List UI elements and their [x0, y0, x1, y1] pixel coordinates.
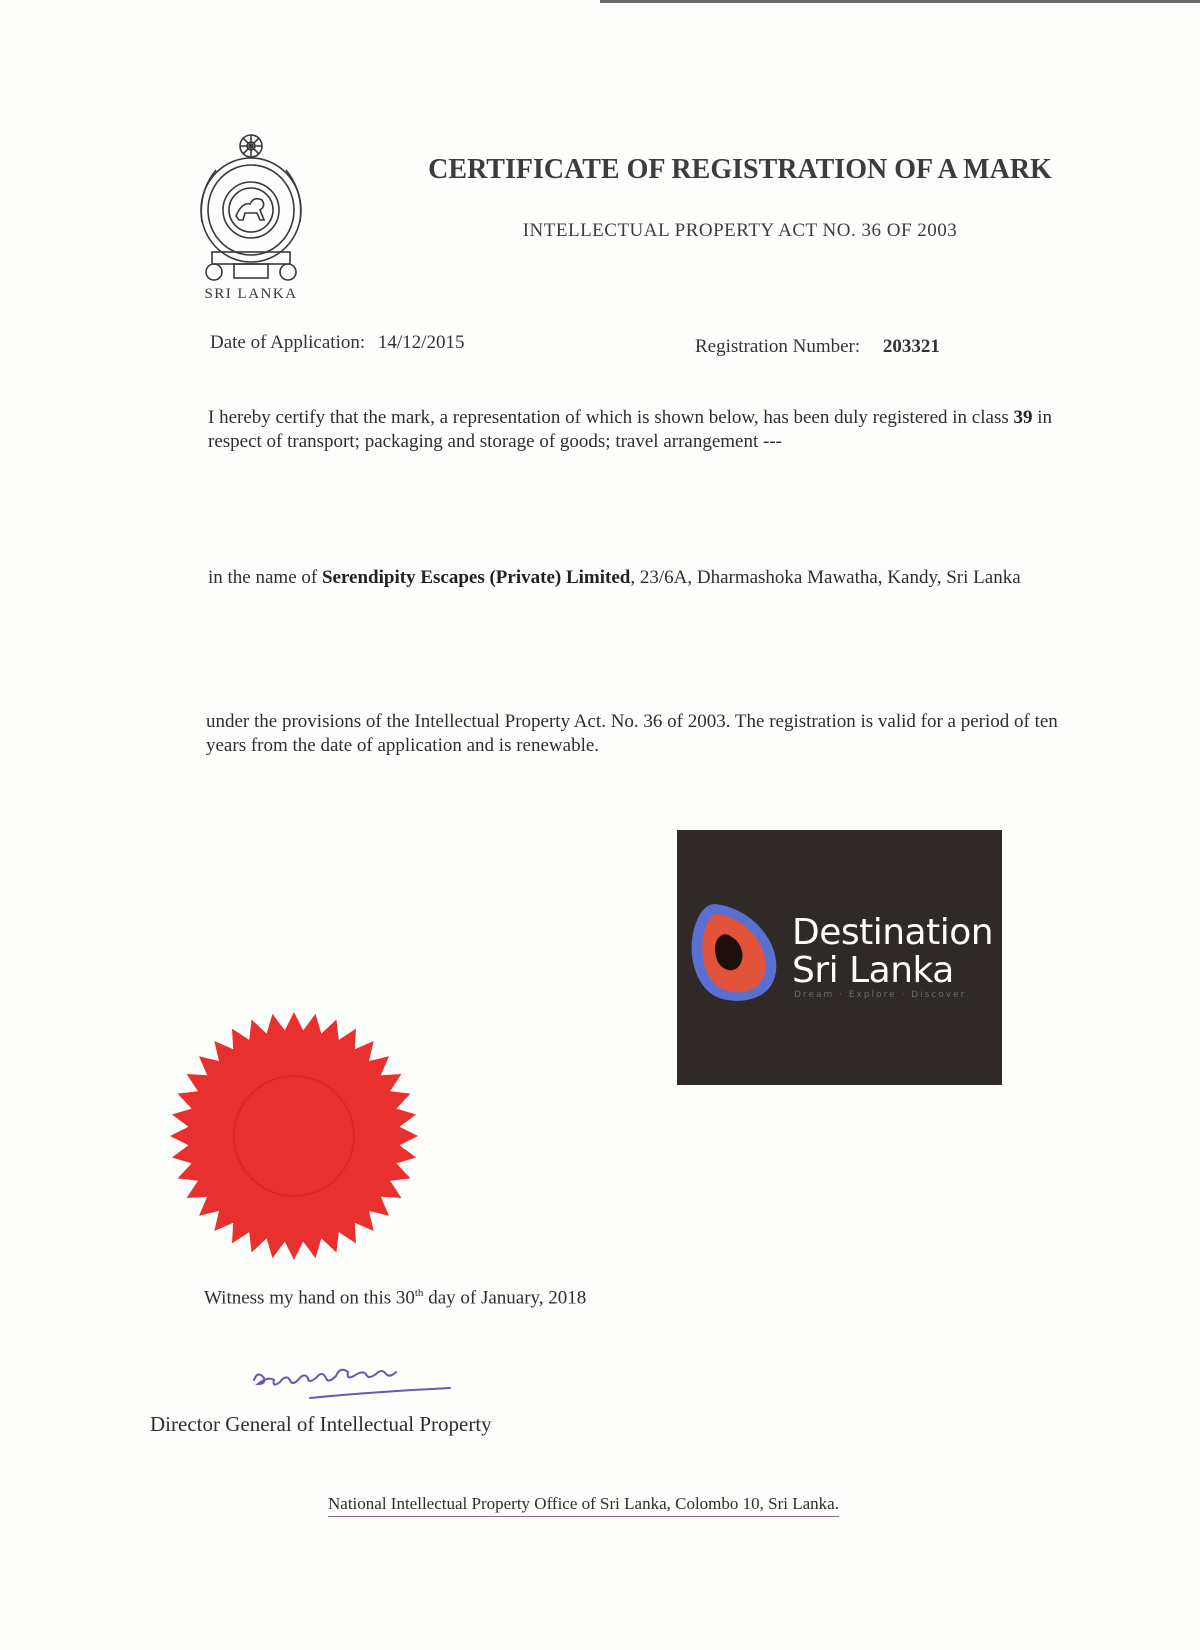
registration-number-label: Registration Number:: [695, 336, 861, 357]
witness-prefix: Witness my hand on this 30: [204, 1287, 415, 1309]
scan-edge-line: [600, 0, 1200, 3]
red-seal-icon: [168, 1010, 420, 1262]
goods-services-text: in respect of transport; packaging and storage of goods; travel arrangement ---: [208, 407, 1053, 452]
owner-name: Serendipity Escapes (Private) Limited: [321, 567, 631, 588]
director-title: Director General of Intellectual Property: [150, 1412, 492, 1436]
mark-representation: [677, 830, 1002, 1085]
mark-text-line2: Sri Lanka: [792, 950, 954, 991]
certificate-title: CERTIFICATE OF REGISTRATION OF A MARK: [428, 154, 1052, 185]
application-date-row: [210, 332, 464, 354]
witness-ordinal: th: [414, 1287, 424, 1299]
class-number: 39: [1013, 407, 1033, 428]
owner-address: , 23/6A, Dharmashoka Mawatha, Kandy, Sri Lanka: [630, 567, 1021, 588]
application-date-value: 14/12/2015: [377, 332, 465, 353]
certification-text: I hereby certify that the mark, a representation of which is shown below, has been duly registered in class: [208, 407, 1014, 428]
provisions-paragraph: under the provisions of the Intellectual Property Act. No. 36 of 2003. The registration is valid for a period of ten years from the date of application and is renewable.: [206, 711, 1058, 756]
footer-office-address: National Intellectual Property Office of Sri Lanka, Colombo 10, Sri Lanka.: [328, 1494, 839, 1517]
witness-line: [204, 1287, 586, 1309]
act-subtitle: INTELLECTUAL PROPERTY ACT NO. 36 OF 2003: [522, 220, 958, 241]
mark-text-line1: Destination: [792, 912, 994, 953]
application-date-label: Date of Application:: [210, 332, 366, 353]
emblem-label: SRI LANKA: [204, 286, 298, 302]
mark-tagline: Dream · Explore · Discover: [794, 990, 967, 1000]
owner-prefix: in the name of: [208, 567, 322, 588]
registration-number-row: [695, 336, 940, 358]
registration-number-value: 203321: [882, 336, 940, 357]
witness-date: day of January, 2018: [423, 1287, 587, 1309]
owner-paragraph: [208, 566, 1078, 590]
handwritten-signature: [240, 1350, 470, 1410]
mark-logo-icon: [685, 898, 795, 1010]
certification-paragraph: [208, 406, 1078, 454]
sri-lanka-emblem-icon: [192, 132, 310, 282]
